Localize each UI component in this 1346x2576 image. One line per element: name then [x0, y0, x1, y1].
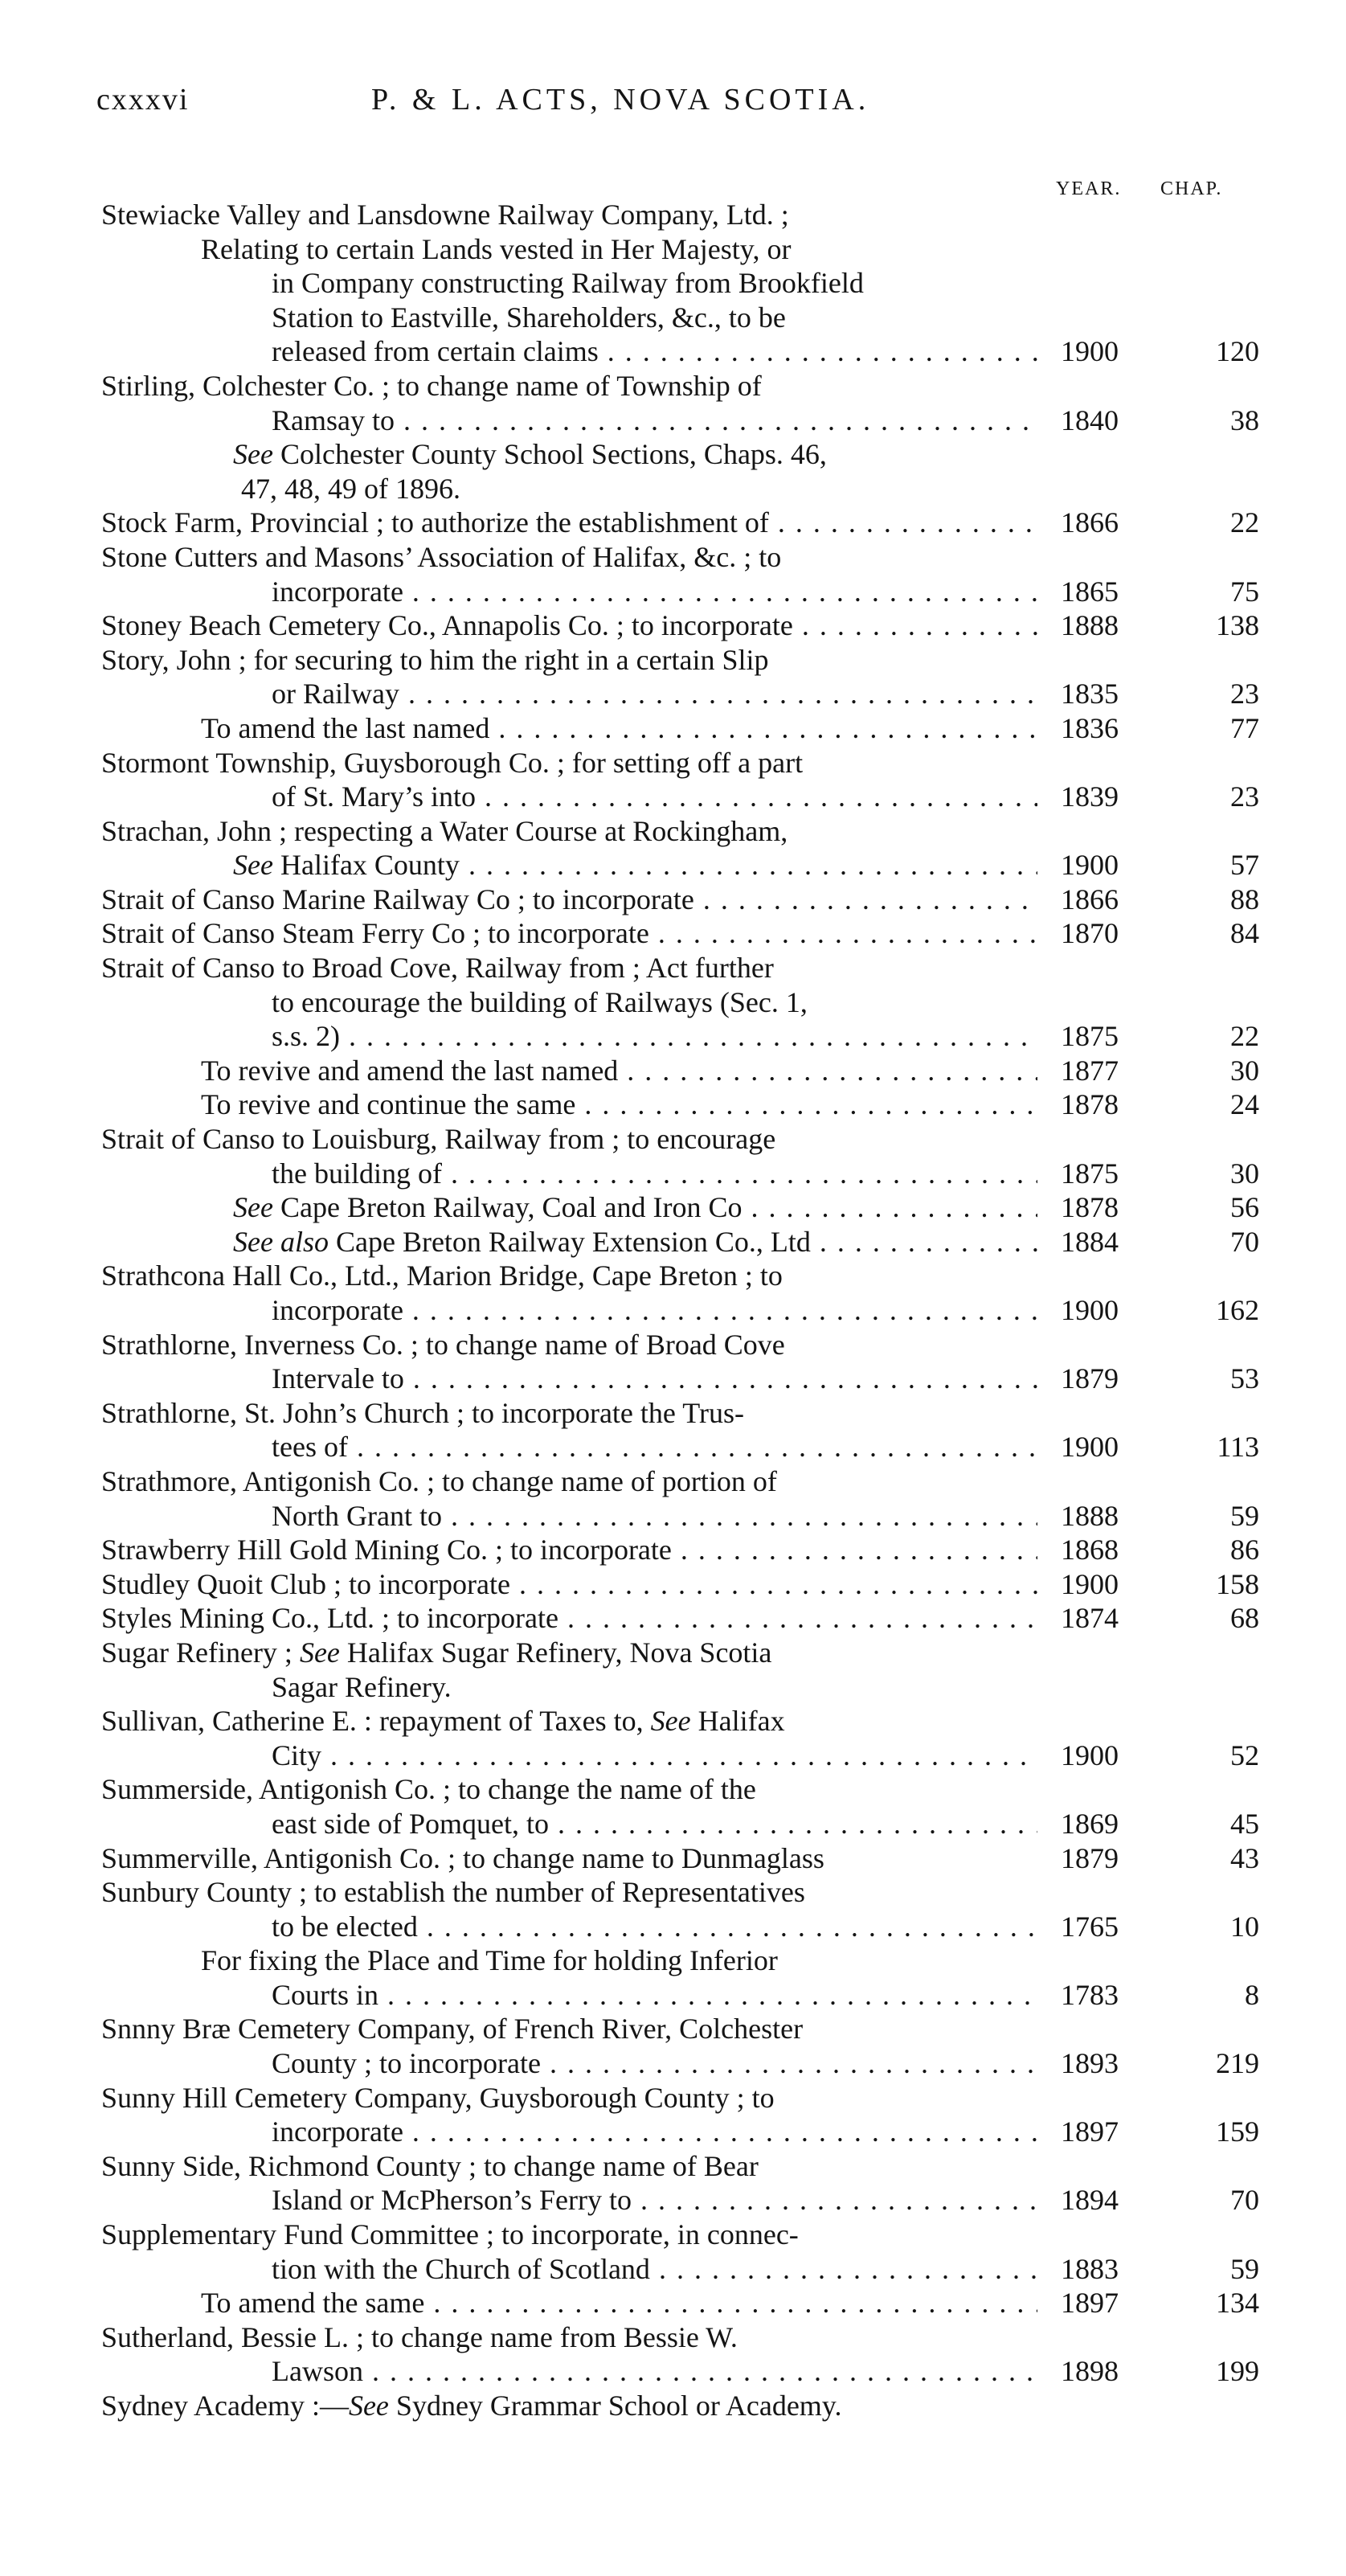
entry-text: County ; to incorporate . . .	[272, 2046, 1037, 2081]
index-line	[0, 1396, 1346, 1431]
index-line	[0, 1019, 1346, 1054]
index-line	[0, 1430, 1346, 1464]
entry-text: See Colchester County School Sections, Chaps. 46,	[233, 438, 827, 471]
entry-chapter: 22	[1230, 1020, 1259, 1053]
index-line	[0, 1328, 1346, 1362]
entry-text: to be elected . . .	[272, 1910, 1037, 1944]
entry-year: 1765	[1061, 1910, 1119, 1943]
index-line	[0, 2389, 1346, 2423]
entry-text: Station to Eastville, Shareholders, &c., to be	[272, 301, 786, 334]
entry-chapter: 70	[1230, 1225, 1259, 1258]
index-line	[0, 780, 1346, 814]
entry-year: 1836	[1061, 711, 1119, 744]
index-line	[0, 2012, 1346, 2046]
entry-text: Strait of Canso to Broad Cove, Railway from ; Act further	[101, 952, 774, 985]
index-line	[0, 1190, 1346, 1225]
entry-text: Stock Farm, Provincial ; to authorize the establishment of . . .	[101, 506, 1037, 540]
entry-text: s.s. 2) . . .	[272, 1019, 1037, 1054]
index-line	[0, 369, 1346, 403]
index-line	[0, 1362, 1346, 1396]
entry-year: 1879	[1061, 1841, 1119, 1874]
entry-year: 1875	[1061, 1020, 1119, 1053]
index-line	[0, 711, 1346, 746]
entry-year: 1868	[1061, 1534, 1119, 1566]
entry-year: 1835	[1061, 678, 1119, 711]
entry-text: Strathmore, Antigonish Co. ; to change name of portion of	[101, 1464, 777, 1497]
entry-chapter: 77	[1230, 711, 1259, 744]
entry-year: 1877	[1061, 1054, 1119, 1087]
entry-text: Stoney Beach Cemetery Co., Annapolis Co. ; to incorporate . . .	[101, 608, 1037, 643]
entry-chapter: 30	[1230, 1054, 1259, 1087]
entry-text: Stormont Township, Guysborough Co. ; for setting off a part	[101, 746, 804, 779]
entry-text: Summerside, Antigonish Co. ; to change the name of the	[101, 1773, 756, 1806]
entry-text: Strawberry Hill Gold Mining Co. ; to incorporate . . .	[101, 1533, 1037, 1567]
index-line	[0, 2149, 1346, 2184]
entry-text: incorporate . . .	[272, 1293, 1037, 1328]
entry-text: Sydney Academy :—See Sydney Grammar School or Academy.	[101, 2390, 842, 2422]
entry-chapter: 8	[1245, 1978, 1259, 2011]
entry-text: Strathlorne, St. John’s Church ; to incorporate the Trus-	[101, 1396, 744, 1429]
index-line	[0, 746, 1346, 780]
entry-text: Sunbury County ; to establish the number of Representatives	[101, 1876, 805, 1909]
index-line	[0, 1601, 1346, 1636]
index-line	[0, 814, 1346, 849]
entry-text: Strait of Canso Marine Railway Co ; to incorporate . . .	[101, 883, 1037, 917]
index-line	[0, 1499, 1346, 1534]
index-line	[0, 198, 1346, 232]
entry-chapter: 162	[1216, 1294, 1259, 1326]
entry-year: 1900	[1061, 335, 1119, 368]
entry-chapter: 38	[1230, 403, 1259, 436]
entry-year: 1879	[1061, 1362, 1119, 1395]
entry-year: 1888	[1061, 609, 1119, 642]
index-line	[0, 883, 1346, 917]
entry-chapter: 219	[1216, 2047, 1259, 2080]
entry-chapter: 70	[1230, 2184, 1259, 2217]
index-entries	[0, 198, 1346, 2423]
page-number: cxxxvi	[96, 83, 190, 117]
index-line	[0, 1978, 1346, 2013]
entry-year: 1883	[1061, 2252, 1119, 2285]
entry-text: Stirling, Colchester Co. ; to change name of Township of	[101, 369, 762, 402]
index-line	[0, 266, 1346, 301]
entry-chapter: 22	[1230, 506, 1259, 539]
entry-year: 1900	[1061, 849, 1119, 882]
entry-text: Strathcona Hall Co., Ltd., Marion Bridge, Cape Breton ; to	[101, 1259, 783, 1292]
entry-chapter: 52	[1230, 1738, 1259, 1771]
entry-chapter: 56	[1230, 1191, 1259, 1224]
entry-text: To revive and amend the last named . . .	[201, 1054, 1037, 1088]
index-line	[0, 1910, 1346, 1944]
chapter-column-header: CHAP.	[1160, 178, 1223, 199]
entry-text: Stewiacke Valley and Lansdowne Railway Company, Ltd. ;	[101, 199, 789, 231]
entry-chapter: 120	[1216, 335, 1259, 368]
entry-chapter: 23	[1230, 678, 1259, 711]
entry-year: 1878	[1061, 1088, 1119, 1121]
index-line	[0, 848, 1346, 883]
entry-text: Summerville, Antigonish Co. ; to change name to Dunmaglass	[101, 1841, 824, 1874]
entry-text: Supplementary Fund Committee ; to incorporate, in connec-	[101, 2218, 799, 2251]
entry-chapter: 10	[1230, 1910, 1259, 1943]
entry-year: 1865	[1061, 575, 1119, 608]
index-line	[0, 1772, 1346, 1807]
index-line	[0, 472, 1346, 506]
entry-text: incorporate . . .	[272, 2115, 1037, 2149]
index-line	[0, 1738, 1346, 1773]
entry-text: Sugar Refinery ; See Halifax Sugar Refinery, Nova Scotia	[101, 1636, 772, 1669]
entry-text: Sagar Refinery.	[272, 1670, 452, 1703]
entry-year: 1884	[1061, 1225, 1119, 1258]
index-line	[0, 1636, 1346, 1670]
index-line	[0, 1807, 1346, 1841]
entry-year: 1894	[1061, 2184, 1119, 2217]
entry-year: 1900	[1061, 1567, 1119, 1600]
year-column-header: YEAR.	[1056, 178, 1122, 199]
entry-year: 1878	[1061, 1191, 1119, 1224]
index-line	[0, 1087, 1346, 1122]
entry-text: See Halifax County . . .	[233, 848, 1037, 883]
entry-year: 1900	[1061, 1294, 1119, 1326]
index-line	[0, 2286, 1346, 2320]
entry-year: 1893	[1061, 2047, 1119, 2080]
entry-text: Relating to certain Lands vested in Her Majesty, or	[201, 232, 792, 265]
index-line	[0, 1943, 1346, 1978]
entry-year: 1888	[1061, 1499, 1119, 1532]
entry-chapter: 75	[1230, 575, 1259, 608]
index-line	[0, 232, 1346, 267]
index-line	[0, 677, 1346, 711]
entry-year: 1898	[1061, 2355, 1119, 2388]
entry-year: 1839	[1061, 780, 1119, 813]
entry-chapter: 84	[1230, 917, 1259, 950]
entry-text: Strathlorne, Inverness Co. ; to change name of Broad Cove	[101, 1328, 785, 1361]
entry-chapter: 30	[1230, 1157, 1259, 1190]
index-line	[0, 2252, 1346, 2287]
entry-year: 1840	[1061, 403, 1119, 436]
index-line	[0, 1157, 1346, 1191]
entry-text: incorporate . . .	[272, 575, 1037, 609]
index-line	[0, 2183, 1346, 2218]
index-line	[0, 985, 1346, 1020]
entry-chapter: 23	[1230, 780, 1259, 813]
entry-chapter: 88	[1230, 883, 1259, 915]
entry-text: east side of Pomquet, to . . .	[272, 1807, 1037, 1841]
entry-text: Studley Quoit Club ; to incorporate . . .	[101, 1567, 1037, 1602]
entry-text: Sullivan, Catherine E. : repayment of Taxes to, See Halifax	[101, 1705, 785, 1738]
index-line	[0, 643, 1346, 678]
index-line	[0, 2081, 1346, 2115]
index-line	[0, 1533, 1346, 1567]
entry-chapter: 59	[1230, 2252, 1259, 2285]
entry-text: in Company constructing Railway from Brookfield	[272, 267, 864, 300]
entry-chapter: 86	[1230, 1534, 1259, 1566]
entry-year: 1866	[1061, 506, 1119, 539]
entry-text: tion with the Church of Scotland . . .	[272, 2252, 1037, 2287]
entry-text: Sunny Hill Cemetery Company, Guysborough County ; to	[101, 2081, 775, 2114]
entry-year: 1897	[1061, 2115, 1119, 2148]
entry-year: 1900	[1061, 1738, 1119, 1771]
entry-chapter: 43	[1230, 1841, 1259, 1874]
index-line	[0, 2354, 1346, 2389]
index-line	[0, 1567, 1346, 1602]
entry-text: See Cape Breton Railway, Coal and Iron Co . . .	[233, 1190, 1037, 1225]
entry-chapter: 199	[1216, 2355, 1259, 2388]
entry-text: tees of . . .	[272, 1430, 1037, 1464]
entry-chapter: 59	[1230, 1499, 1259, 1532]
index-line	[0, 1122, 1346, 1157]
entry-text: released from certain claims . . .	[272, 334, 1037, 369]
entry-text: Strait of Canso Steam Ferry Co ; to incorporate . . .	[101, 916, 1037, 951]
index-line	[0, 403, 1346, 438]
entry-year: 1875	[1061, 1157, 1119, 1190]
entry-text: To revive and continue the same . . .	[201, 1087, 1037, 1122]
entry-chapter: 158	[1216, 1567, 1259, 1600]
entry-year: 1866	[1061, 883, 1119, 915]
index-line	[0, 951, 1346, 985]
running-head	[96, 82, 1270, 130]
index-line	[0, 301, 1346, 335]
entry-chapter: 134	[1216, 2287, 1259, 2320]
index-line	[0, 575, 1346, 609]
entry-text: Courts in . . .	[272, 1978, 1037, 2013]
running-title: P. & L. ACTS, NOVA SCOTIA.	[371, 83, 870, 117]
entry-text: the building of . . .	[272, 1157, 1037, 1191]
entry-text: Ramsay to . . .	[272, 403, 1037, 438]
entry-text: For fixing the Place and Time for holding Inferior	[201, 1944, 778, 1977]
entry-year: 1869	[1061, 1807, 1119, 1840]
entry-chapter: 57	[1230, 849, 1259, 882]
entry-chapter: 45	[1230, 1807, 1259, 1840]
entry-text: to encourage the building of Railways (Sec. 1,	[272, 985, 808, 1018]
entry-chapter: 113	[1217, 1431, 1259, 1464]
index-line	[0, 334, 1346, 369]
entry-chapter: 68	[1230, 1602, 1259, 1635]
entry-text: Sutherland, Bessie L. ; to change name from Bessie W.	[101, 2320, 738, 2353]
entry-text: To amend the same . . .	[201, 2286, 1037, 2320]
entry-text: North Grant to . . .	[272, 1499, 1037, 1534]
entry-text: of St. Mary’s into . . .	[272, 780, 1037, 814]
entry-year: 1783	[1061, 1978, 1119, 2011]
index-line	[0, 2115, 1346, 2149]
entry-text: Intervale to . . .	[272, 1362, 1037, 1396]
entry-chapter: 24	[1230, 1088, 1259, 1121]
entry-text: Lawson . . .	[272, 2354, 1037, 2389]
index-line	[0, 1704, 1346, 1738]
index-line	[0, 1875, 1346, 1910]
entry-year: 1870	[1061, 917, 1119, 950]
index-line	[0, 1670, 1346, 1705]
index-line	[0, 540, 1346, 575]
index-line	[0, 608, 1346, 643]
index-line	[0, 1464, 1346, 1499]
entry-text: Stone Cutters and Masons’ Association of Halifax, &c. ; to	[101, 540, 782, 573]
entry-year: 1874	[1061, 1602, 1119, 1635]
entry-text: See also Cape Breton Railway Extension Co., Ltd . . .	[233, 1225, 1037, 1259]
entry-text: Styles Mining Co., Ltd. ; to incorporate . . .	[101, 1601, 1037, 1636]
entry-text: Story, John ; for securing to him the right in a certain Slip	[101, 643, 769, 676]
index-line	[0, 1259, 1346, 1293]
index-line	[0, 437, 1346, 472]
index-line	[0, 916, 1346, 951]
entry-text: Strait of Canso to Louisburg, Railway from ; to encourage	[101, 1123, 776, 1156]
entry-text: Sunny Side, Richmond County ; to change name of Bear	[101, 2149, 759, 2182]
entry-text: Strachan, John ; respecting a Water Course at Rockingham,	[101, 814, 788, 847]
entry-year: 1900	[1061, 1431, 1119, 1464]
entry-chapter: 53	[1230, 1362, 1259, 1395]
entry-text: Snnny Bræ Cemetery Company, of French River, Colchester	[101, 2013, 804, 2046]
index-line	[0, 1841, 1346, 1876]
index-line	[0, 2320, 1346, 2355]
index-line	[0, 1225, 1346, 1259]
entry-text: Island or McPherson’s Ferry to . . .	[272, 2183, 1037, 2218]
index-line	[0, 1293, 1346, 1328]
entry-text: 47, 48, 49 of 1896.	[241, 472, 460, 505]
entry-text: or Railway . . .	[272, 677, 1037, 711]
entry-chapter: 138	[1216, 609, 1259, 642]
entry-year: 1897	[1061, 2287, 1119, 2320]
index-line	[0, 506, 1346, 540]
entry-text: City . . .	[272, 1738, 1037, 1773]
entry-text: To amend the last named . . .	[201, 711, 1037, 746]
entry-chapter: 159	[1216, 2115, 1259, 2148]
index-line	[0, 1054, 1346, 1088]
index-line	[0, 2046, 1346, 2081]
index-line	[0, 2218, 1346, 2252]
